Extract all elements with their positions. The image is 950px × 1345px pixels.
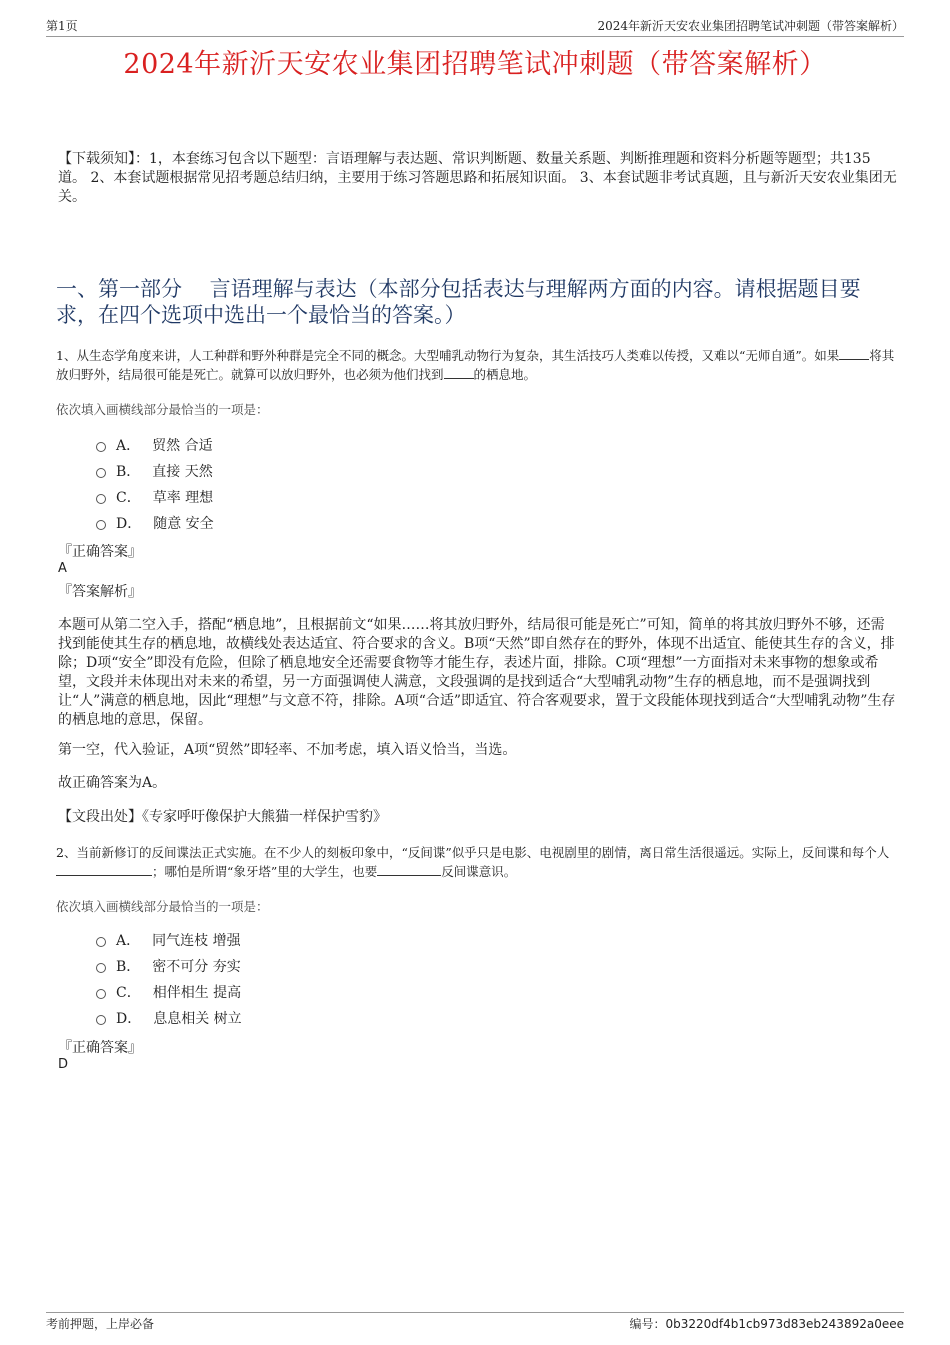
footer-slogan: 考前押题，上岸必备 xyxy=(46,1317,155,1331)
header-doc-title: 2024年新沂天安农业集团招聘笔试冲刺题（带答案解析） xyxy=(597,19,904,33)
question-1-text-part2: 将其放归野外，结局很可能是死亡。就算可以放归野外，也必须为他们找到 xyxy=(56,348,895,382)
radio-circle-icon[interactable] xyxy=(96,937,106,947)
blank-line xyxy=(377,863,441,876)
page-header xyxy=(46,14,904,37)
question-2-option-a[interactable] xyxy=(96,927,242,953)
option-text: 随意 安全 xyxy=(153,516,214,532)
question-1-options xyxy=(96,432,214,536)
footer-code-value: 0b3220df4b1cb973d83eb243892a0eee xyxy=(665,1317,904,1331)
radio-circle-icon[interactable] xyxy=(96,989,106,999)
question-1-text xyxy=(56,346,898,384)
radio-circle-icon[interactable] xyxy=(96,1015,106,1025)
question-1-option-c[interactable] xyxy=(96,484,214,510)
question-2-option-b[interactable] xyxy=(96,953,242,979)
question-1-answer: A xyxy=(58,561,67,576)
radio-circle-icon[interactable] xyxy=(96,468,106,478)
option-text: 草率 理想 xyxy=(152,490,214,506)
option-text: 息息相关 树立 xyxy=(153,1011,242,1027)
option-letter: D． xyxy=(116,1011,142,1027)
question-1-analysis-paragraph: 本题可从第二空入手，搭配“栖息地”，且根据前文“如果……将其放归野外，结局很可能是死亡”可知，简单的将其放归野外不够，还需找到能使其生存的栖息地，故横线处表达适宜、符合要求的含义。B项“天然”即自然存在的野外，体现不出适宜、能使其生存的含义，排除；D项“安全”即没有危险，但除了栖息地安全还需要食物等才能生存，表述片面，排除。C项“理想”一方面指对未来事物的想象或希望，文段并未体现出对未来的希望，另一方面强调使人满意，文段强调的是找到适合“大型哺乳动物”生存的栖息地，而不是强调找到让“人”满意的栖息地，因此“理想”与文意不符，排除。A项“合适”即适宜、符合客观要求，置于文段能体现找到适合“大型哺乳动物”生存的栖息地的意思，保留。 xyxy=(58,617,896,728)
question-2-answer-label: 『正确答案』 xyxy=(58,1040,142,1056)
question-1-text-part3: 的栖息地。 xyxy=(473,367,537,382)
question-1-option-a[interactable] xyxy=(96,432,214,458)
option-letter: C． xyxy=(116,490,141,506)
option-letter: B． xyxy=(116,959,141,975)
option-text: 贸然 合适 xyxy=(152,438,213,454)
question-1-conclusion: 故正确答案为A。 xyxy=(58,775,167,791)
question-2-options xyxy=(96,927,242,1031)
radio-circle-icon[interactable] xyxy=(96,520,106,530)
main-title: 2024年新沂天安农业集团招聘笔试冲刺题（带答案解析） xyxy=(123,49,827,80)
question-2-text-part3: 反间谍意识。 xyxy=(441,864,517,879)
question-1-option-d[interactable] xyxy=(96,510,214,536)
option-text: 同气连枝 增强 xyxy=(152,933,241,949)
option-letter: D． xyxy=(116,516,142,532)
page-number: 第1页 xyxy=(46,19,78,33)
blank-line xyxy=(839,347,869,360)
option-letter: A． xyxy=(116,438,141,454)
question-2-text xyxy=(56,843,898,881)
question-2-option-d[interactable] xyxy=(96,1005,242,1031)
radio-circle-icon[interactable] xyxy=(96,963,106,973)
radio-circle-icon[interactable] xyxy=(96,442,106,452)
question-1-source: 【文段出处】《专家呼吁像保护大熊猫一样保护雪豹》 xyxy=(58,809,387,825)
option-text: 相伴相生 提高 xyxy=(152,985,242,1001)
option-letter: C． xyxy=(116,985,141,1001)
question-2-prompt: 依次填入画横线部分最恰当的一项是： xyxy=(56,899,269,914)
question-1-analysis-label: 『答案解析』 xyxy=(58,584,142,600)
footer-code-label: 编号： xyxy=(629,1317,666,1331)
page-footer xyxy=(46,1312,904,1332)
question-2-text-part2: ；哪怕是所谓“象牙塔”里的大学生，也要 xyxy=(152,864,378,879)
radio-circle-icon[interactable] xyxy=(96,494,106,504)
option-text: 直接 天然 xyxy=(152,464,213,480)
footer-code xyxy=(630,1315,905,1332)
blank-line xyxy=(444,366,474,379)
question-1-analysis-paragraph-2: 第一空，代入验证，A项“贸然”即轻率、不加考虑，填入语义恰当，当选。 xyxy=(58,742,517,758)
blank-line xyxy=(56,863,152,876)
question-2-answer: D xyxy=(58,1057,69,1072)
question-1-option-b[interactable] xyxy=(96,458,214,484)
option-text: 密不可分 夯实 xyxy=(152,959,241,975)
question-2-text-part1: 2、当前新修订的反间谍法正式实施。在不少人的刻板印象中，“反间谍”似乎只是电影、电视剧里的剧情，离日常生活很遥远。实际上，反间谍和每个人 xyxy=(56,845,890,860)
question-1-prompt: 依次填入画横线部分最恰当的一项是： xyxy=(56,402,269,417)
option-letter: B． xyxy=(116,464,141,480)
question-2-option-c[interactable] xyxy=(96,979,242,1005)
section-title: 一、第一部分 言语理解与表达（本部分包括表达与理解两方面的内容。请根据题目要求，在四个选项中选出一个最恰当的答案。） xyxy=(56,277,861,327)
option-letter: A． xyxy=(116,933,141,949)
question-1-answer-label: 『正确答案』 xyxy=(58,544,142,560)
download-notice: 【下载须知】：1，本套练习包含以下题型：言语理解与表达题、常识判断题、数量关系题、判断推理题和资料分析题等题型；共135道。 2、本套试题根据常见招考题总结归纳，主要用于练习答题思路和拓展知识面。 3、本套试题非考试真题，且与新沂天安农业集团无关。 xyxy=(58,151,897,205)
question-1-text-part1: 1、从生态学角度来讲，人工种群和野外种群是完全不同的概念。大型哺乳动物行为复杂，其生活技巧人类难以传授，又难以“无师自通”。如果 xyxy=(56,348,840,363)
